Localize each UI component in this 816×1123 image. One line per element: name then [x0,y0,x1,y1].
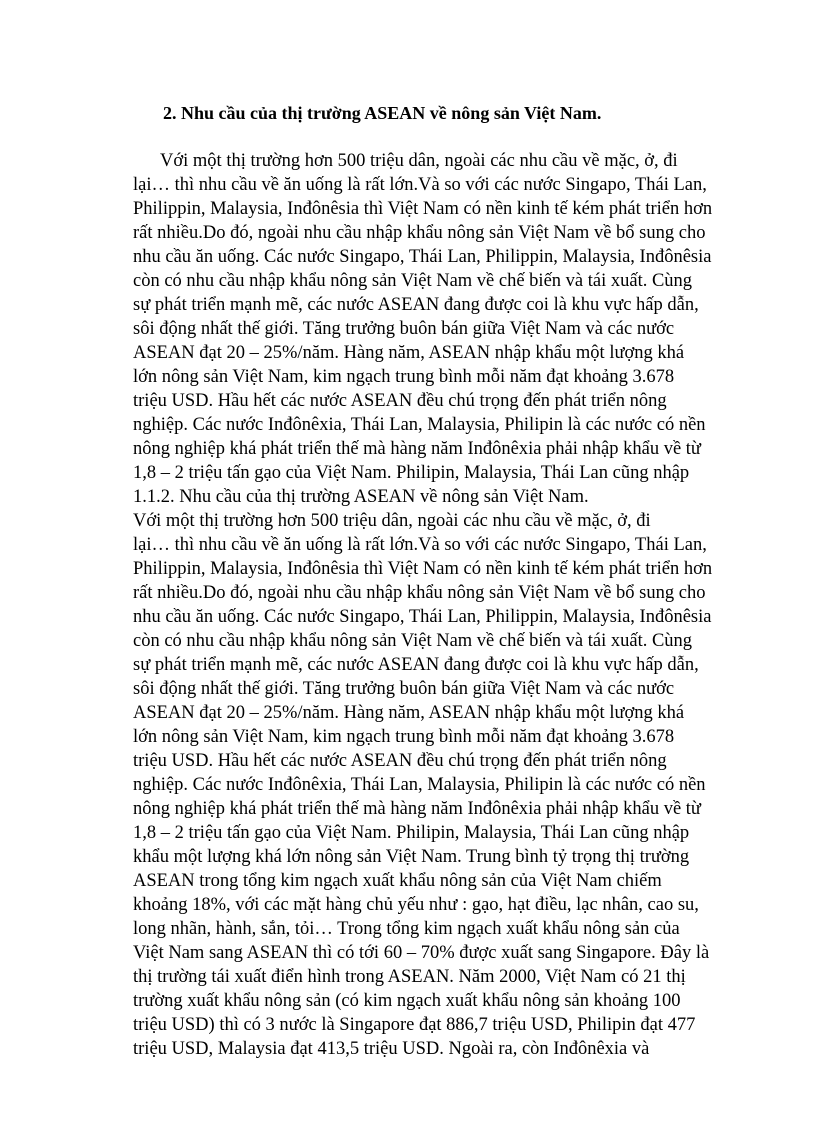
text-line: còn có nhu cầu nhập khẩu nông sản Việt Nam về chế biến và tái xuất. Cùng [133,271,693,291]
text-line: triệu USD. Hầu hết các nước ASEAN đều chú trọng đến phát triển nông [133,391,667,411]
text-line: triệu USD. Hầu hết các nước ASEAN đều chú trọng đến phát triển nông [133,751,667,771]
text-line: 1,8 – 2 triệu tấn gạo của Việt Nam. Philipin, Malaysia, Thái Lan cũng nhập [133,463,690,483]
text-line: long nhãn, hành, sắn, tỏi… Trong tổng kim ngạch xuất khẩu nông sản của [133,919,680,939]
text-line: nhu cầu ăn uống. Các nước Singapo, Thái Lan, Philippin, Malaysia, Inđônêsia [133,607,712,627]
text-line: ASEAN đạt 20 – 25%/năm. Hàng năm, ASEAN nhập khẩu một lượng khá [133,343,685,363]
text-line: ASEAN trong tổng kim ngạch xuất khẩu nông sản của Việt Nam chiếm [133,871,662,891]
text-line: sự phát triển mạnh mẽ, các nước ASEAN đang được coi là khu vực hấp dẫn, [133,655,699,675]
text-line: Với một thị trường hơn 500 triệu dân, ngoài các nhu cầu về mặc, ở, đi [160,151,678,171]
text-line: ASEAN đạt 20 – 25%/năm. Hàng năm, ASEAN nhập khẩu một lượng khá [133,703,685,723]
text-line: lại… thì nhu cầu về ăn uống là rất lớn.Và so với các nước Singapo, Thái Lan, [133,535,707,555]
text-line: khoảng 18%, với các mặt hàng chủ yếu như : gạo, hạt điều, lạc nhân, cao su, [133,895,699,915]
text-line: sự phát triển mạnh mẽ, các nước ASEAN đang được coi là khu vực hấp dẫn, [133,295,699,315]
text-line: Philippin, Malaysia, Inđônêsia thì Việt Nam có nền kinh tế kém phát triển hơn [133,199,713,219]
text-line: Với một thị trường hơn 500 triệu dân, ngoài các nhu cầu về mặc, ở, đi [133,511,651,531]
text-line: lại… thì nhu cầu về ăn uống là rất lớn.Và so với các nước Singapo, Thái Lan, [133,175,707,195]
text-line: 1.1.2. Nhu cầu của thị trường ASEAN về nông sản Việt Nam. [133,487,589,507]
text-line: sôi động nhất thế giới. Tăng trưởng buôn bán giữa Việt Nam và các nước [133,679,675,699]
text-line: Philippin, Malaysia, Inđônêsia thì Việt Nam có nền kinh tế kém phát triển hơn [133,559,713,579]
text-line: khẩu một lượng khá lớn nông sản Việt Nam. Trung bình tỷ trọng thị trường [133,847,690,867]
text-line: nghiệp. Các nước Inđônêxia, Thái Lan, Malaysia, Philipin là các nước có nền [133,775,706,795]
text-line: nông nghiệp khá phát triển thế mà hàng năm Inđônêxia phải nhập khẩu về từ [133,799,701,819]
text-line: rất nhiều.Do đó, ngoài nhu cầu nhập khẩu nông sản Việt Nam về bổ sung cho [133,223,706,243]
text-line: triệu USD) thì có 3 nước là Singapore đạt 886,7 triệu USD, Philipin đạt 477 [133,1015,696,1035]
text-line: nghiệp. Các nước Inđônêxia, Thái Lan, Malaysia, Philipin là các nước có nền [133,415,706,435]
text-line: còn có nhu cầu nhập khẩu nông sản Việt Nam về chế biến và tái xuất. Cùng [133,631,693,651]
text-line: thị trường tái xuất điển hình trong ASEAN. Năm 2000, Việt Nam có 21 thị [133,967,686,987]
text-line: lớn nông sản Việt Nam, kim ngạch trung bình mỗi năm đạt khoảng 3.678 [133,727,675,747]
text-line: nông nghiệp khá phát triển thế mà hàng năm Inđônêxia phải nhập khẩu về từ [133,439,701,459]
text-line: Việt Nam sang ASEAN thì có tới 60 – 70% được xuất sang Singapore. Đây là [133,943,710,963]
text-line: nhu cầu ăn uống. Các nước Singapo, Thái Lan, Philippin, Malaysia, Inđônêsia [133,247,712,267]
text-line: triệu USD, Malaysia đạt 413,5 triệu USD. Ngoài ra, còn Inđônêxia và [133,1039,650,1059]
text-line: trường xuất khẩu nông sản (có kim ngạch xuất khẩu nông sản khoảng 100 [133,991,681,1011]
text-line: sôi động nhất thế giới. Tăng trưởng buôn bán giữa Việt Nam và các nước [133,319,675,339]
text-line: lớn nông sản Việt Nam, kim ngạch trung bình mỗi năm đạt khoảng 3.678 [133,367,675,387]
text-line: 1,8 – 2 triệu tấn gạo của Việt Nam. Philipin, Malaysia, Thái Lan cũng nhập [133,823,690,843]
section-heading: 2. Nhu cầu của thị trường ASEAN về nông sản Việt Nam. [163,103,602,123]
text-line: rất nhiều.Do đó, ngoài nhu cầu nhập khẩu nông sản Việt Nam về bổ sung cho [133,583,706,603]
